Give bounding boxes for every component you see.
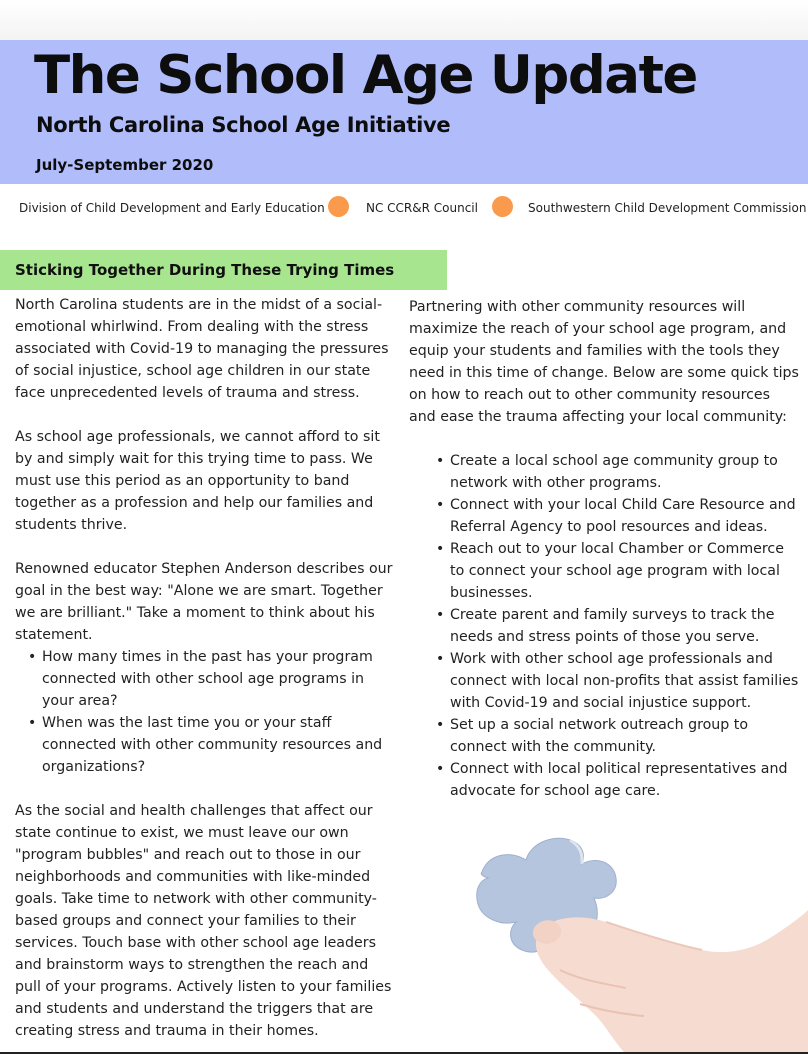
tips-list (409, 450, 799, 802)
list-item: • When was the last time you or your staff connected with other community resources and organizations? (42, 712, 395, 778)
partner-separator-dot (492, 196, 513, 217)
top-strip (0, 0, 808, 40)
list-item: • Set up a social network outreach group to connect with the community. (450, 714, 799, 758)
hand-illustration (533, 910, 808, 1054)
list-item: • Create parent and family surveys to track the needs and stress points of those you serve. (450, 604, 799, 648)
list-item: • Connect with your local Child Care Resource and Referral Agency to pool resources and ideas. (450, 494, 799, 538)
list-item: • Work with other school age professionals and connect with local non-profits that assist families with Covid-19 and social injustice support. (450, 648, 799, 714)
issue-date: July-September 2020 (36, 156, 214, 174)
list-item: • How many times in the past has your program connected with other school age programs in your area? (42, 646, 395, 712)
list-item: • Create a local school age community group to network with other programs. (450, 450, 799, 494)
partner-separator-dot (328, 196, 349, 217)
partner-strip (0, 184, 808, 230)
paragraph: As school age professionals, we cannot afford to sit by and simply wait for this trying time to pass. We must use this period as an opportunity to band together as a profession and help our families and students thrive. (15, 429, 380, 533)
newsletter-subtitle: North Carolina School Age Initiative (36, 113, 451, 137)
paragraph: North Carolina students are in the midst of a social-emotional whirlwind. From dealing with the stress associated with Covid-19 to managing the pressures of social injustice, school age children in our state face unprecedented levels of trauma and stress. (15, 297, 389, 401)
question-list (15, 646, 395, 778)
paragraph: Renowned educator Stephen Anderson describes our goal in the best way: "Alone we are smart. Together we are brilliant." Take a moment to think about his statement. (15, 561, 393, 643)
article-right-column (409, 296, 799, 802)
paragraph: As the social and health challenges that affect our state continue to exist, we must leave our own "program bubbles" and reach out to those in our neighborhoods and communities with like-minded goals. Take time to network with other community-based groups and connect your families to their services. Touch base with other school age leaders and brainstorm ways to strengthen the reach and pull of your programs. Actively listen to your families and students and understand the triggers that are creating stress and trauma in their homes. (15, 803, 392, 1039)
partner-southwestern-cdc: Southwestern Child Development Commission (528, 201, 807, 215)
section-heading: Sticking Together During These Trying Times (15, 261, 395, 279)
section-heading-bar (0, 250, 447, 290)
partner-ccrr-council: NC CCR&R Council (366, 201, 478, 215)
paragraph: Partnering with other community resources will maximize the reach of your school age program, and equip your students and families with the tools they need in this time of change. Below are some quick tips on how to reach out to other community resources and ease the trauma affecting your local community: (409, 299, 799, 425)
hand-holding-puzzle-piece-image (430, 820, 808, 1054)
newsletter-title: The School Age Update (34, 45, 697, 106)
partner-dcdee: Division of Child Development and Early Education (19, 201, 325, 215)
list-item: • Connect with local political representatives and advocate for school age care. (450, 758, 799, 802)
list-item: • Reach out to your local Chamber or Commerce to connect your school age program with local businesses. (450, 538, 799, 604)
article-left-column (15, 294, 395, 1042)
